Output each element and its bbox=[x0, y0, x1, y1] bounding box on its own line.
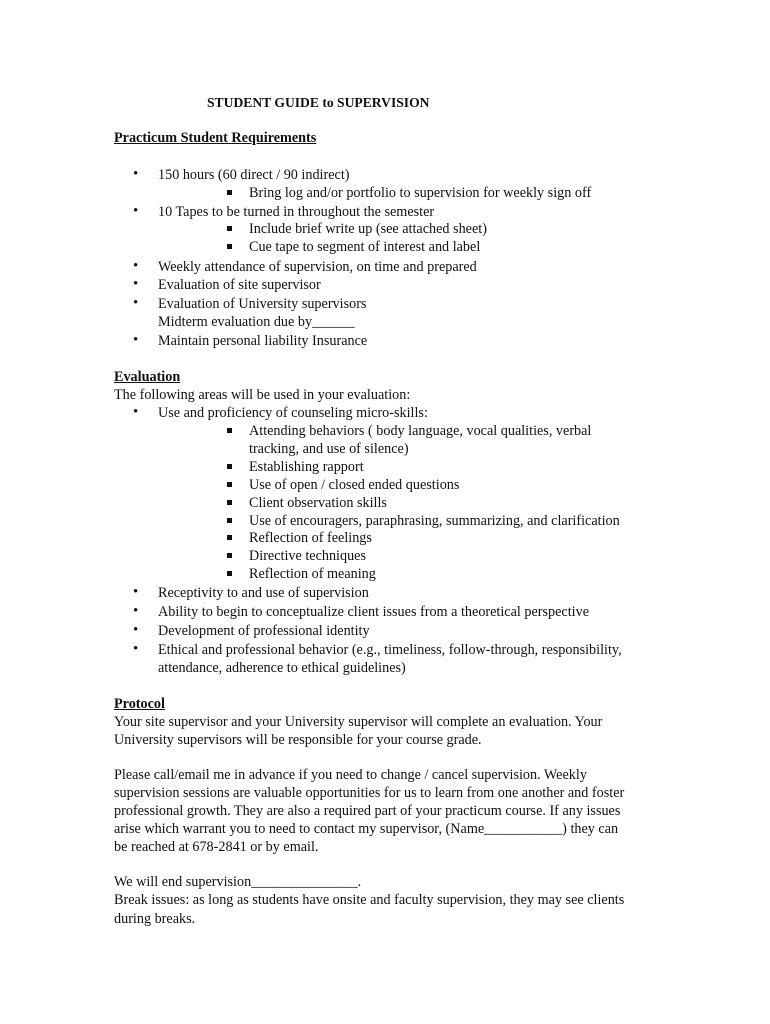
list-subitem: Include brief write up (see attached sheet) bbox=[249, 221, 487, 237]
list-subitem: Reflection of feelings bbox=[249, 530, 372, 546]
list-item: • Evaluation of site supervisor bbox=[158, 276, 321, 294]
list-item: • 150 hours (60 direct / 90 indirect) bbox=[158, 166, 349, 184]
paragraph-line: be reached at 678-2841 or by email. bbox=[114, 839, 319, 855]
paragraph-line: University supervisors will be responsible for your course grade. bbox=[114, 732, 482, 748]
list-subitem: Directive techniques bbox=[249, 548, 366, 564]
paragraph-line: arise which warrant you to need to contact my supervisor, (Name___________) they can bbox=[114, 821, 619, 837]
list-subitem: Client observation skills bbox=[249, 495, 387, 511]
list-item: • 10 Tapes to be turned in throughout the semester bbox=[158, 203, 434, 221]
list-item: • Ethical and professional behavior (e.g., timeliness, follow-through, responsibility, bbox=[158, 641, 622, 659]
list-item: • Use and proficiency of counseling micro-skills: bbox=[158, 404, 428, 422]
list-item: • Maintain personal liability Insurance bbox=[158, 332, 367, 350]
list-item: • Ability to begin to conceptualize client issues from a theoretical perspective bbox=[158, 603, 589, 621]
list-item: • Evaluation of University supervisors bbox=[158, 295, 366, 313]
paragraph-line: Break issues: as long as students have onsite and faculty supervision, they may see clients bbox=[114, 892, 625, 908]
paragraph-line: during breaks. bbox=[114, 911, 196, 927]
list-subitem-continuation: tracking, and use of silence) bbox=[249, 441, 409, 457]
list-subitem: Establishing rapport bbox=[249, 459, 364, 475]
list-item: • Development of professional identity bbox=[158, 622, 370, 640]
paragraph-line: professional growth. They are also a required part of your practicum course. If any issues bbox=[114, 803, 621, 819]
paragraph-line: Please call/email me in advance if you need to change / cancel supervision. Weekly bbox=[114, 767, 587, 783]
list-subitem: Reflection of meaning bbox=[249, 566, 376, 582]
list-item-continuation: attendance, adherence to ethical guidelines) bbox=[158, 660, 406, 676]
list-item: • Receptivity to and use of supervision bbox=[158, 584, 369, 602]
list-subitem: Bring log and/or portfolio to supervision for weekly sign off bbox=[249, 185, 592, 201]
list-subitem: Attending behaviors ( body language, vocal qualities, verbal bbox=[249, 423, 592, 439]
evaluation-heading: Evaluation bbox=[114, 369, 181, 385]
paragraph-line: We will end supervision_______________. bbox=[114, 874, 362, 890]
list-subitem: Use of open / closed ended questions bbox=[249, 477, 460, 493]
list-subitem: Cue tape to segment of interest and label bbox=[249, 239, 481, 255]
requirements-heading: Practicum Student Requirements bbox=[114, 130, 317, 146]
list-item: • Weekly attendance of supervision, on time and prepared bbox=[158, 258, 477, 276]
page-title: STUDENT GUIDE to SUPERVISION bbox=[207, 95, 430, 110]
list-subitem: Use of encouragers, paraphrasing, summarizing, and clarification bbox=[249, 513, 620, 529]
protocol-heading: Protocol bbox=[114, 696, 165, 712]
list-item-continuation: Midterm evaluation due by______ bbox=[158, 314, 355, 330]
evaluation-intro: The following areas will be used in your evaluation: bbox=[114, 387, 411, 403]
paragraph-line: supervision sessions are valuable opportunities for us to learn from one another and foster bbox=[114, 785, 625, 801]
paragraph-line: Your site supervisor and your University supervisor will complete an evaluation. Your bbox=[114, 714, 603, 730]
